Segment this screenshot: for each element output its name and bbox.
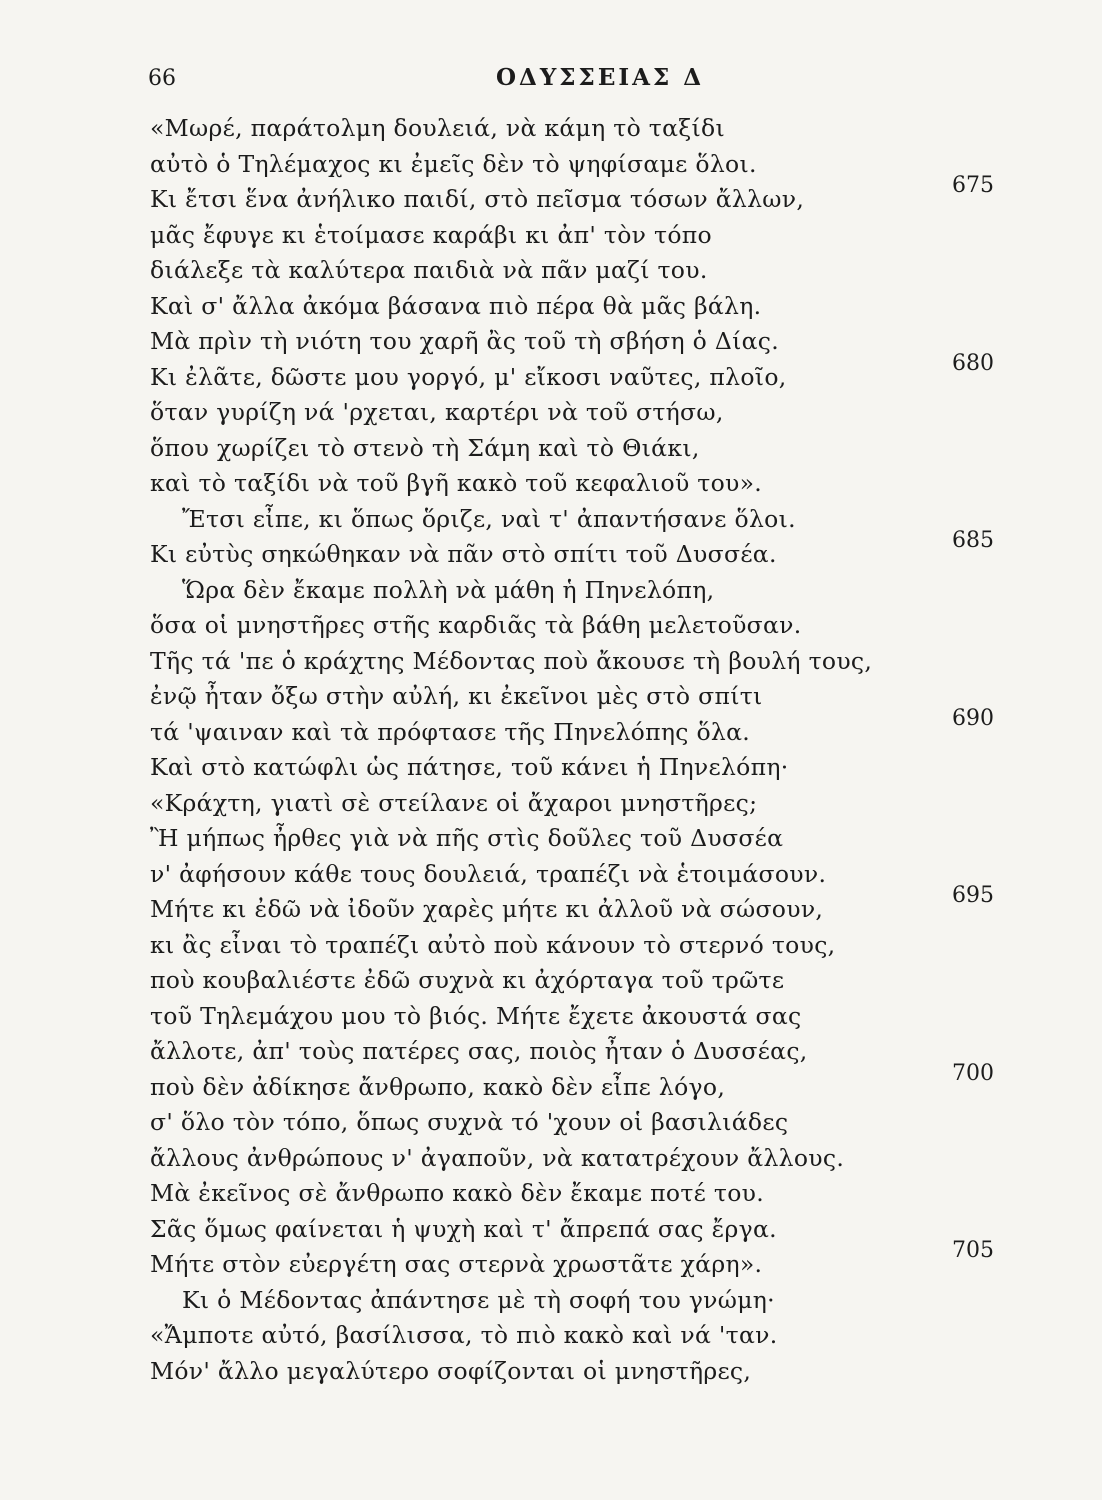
- verse-text: ποὺ δὲν ἀδίκησε ἄνθρωπο, κακὸ δὲν εἶπε λόγο,: [150, 1072, 726, 1101]
- verse-line: [0, 1037, 1102, 1073]
- line-number: 680: [952, 350, 994, 376]
- verse-text: Τῆς τά 'πε ὁ κράχτης Μέδοντας ποὺ ἄκουσε τὴ βουλή τους,: [150, 646, 873, 675]
- verse-text: Κι εὐτὺς σηκώθηκαν νὰ πᾶν στὸ σπίτι τοῦ Δυσσέα.: [150, 540, 777, 568]
- verse-text: ὅσα οἱ μνηστῆρες στῆς καρδιᾶς τὰ βάθη μελετοῦσαν.: [150, 611, 802, 639]
- line-number: 690: [952, 705, 994, 731]
- verse-line: [0, 883, 1102, 931]
- verse-line: [0, 292, 1102, 328]
- verse-text: Μὰ πρὶν τὴ νιότη του χαρῆ ἂς τοῦ τὴ σβήση ὁ Δίας.: [150, 327, 780, 355]
- verse-line: [0, 469, 1102, 505]
- verse-line: [0, 824, 1102, 860]
- verse-text: ποὺ κουβαλιέστε ἐδῶ συχνὰ κι ἀχόρταγα τοῦ τρῶτε: [150, 966, 785, 994]
- verse-line: [0, 705, 1102, 754]
- line-number: 685: [952, 528, 994, 553]
- poem-text: [0, 114, 1102, 1392]
- page-number: 66: [148, 66, 176, 91]
- line-number: 705: [952, 1238, 994, 1263]
- verse-line: [0, 221, 1102, 257]
- verse-text: Μήτε στὸν εὐεργέτη σας στερνὰ χρωστᾶτε χάρη».: [150, 1250, 763, 1278]
- verse-text: «Μωρέ, παράτολμη δουλειά, νὰ κάμη τὸ ταξίδι: [150, 114, 725, 142]
- verse-line: [0, 1321, 1102, 1357]
- verse-text: διάλεξε τὰ καλύτερα παιδιὰ νὰ πᾶν μαζί του.: [150, 256, 708, 284]
- verse-line: [0, 398, 1102, 434]
- verse-line: [0, 114, 1102, 150]
- verse-text: Σᾶς ὅμως φαίνεται ἡ ψυχὴ καὶ τ' ἄπρεπά σας ἔργα.: [150, 1214, 777, 1243]
- verse-line: [0, 611, 1102, 647]
- line-number: 695: [952, 883, 994, 908]
- verse-text: τά 'ψαιναν καὶ τὰ πρόφτασε τῆς Πηνελόπης ὅλα.: [150, 717, 751, 746]
- verse-line: [0, 1060, 1102, 1109]
- verse-text: καὶ τὸ ταξίδι νὰ τοῦ βγῆ κακὸ τοῦ κεφαλιοῦ του».: [150, 469, 763, 497]
- verse-line: [0, 789, 1102, 825]
- verse-text: κι ἂς εἶναι τὸ τραπέζι αὐτὸ ποὺ κάνουν τὸ στερνό τους,: [150, 930, 836, 959]
- verse-line: [0, 256, 1102, 292]
- verse-line: [0, 1144, 1102, 1180]
- verse-line: [0, 350, 1102, 399]
- verse-text: ἄλλους ἀνθρώπους ν' ἀγαποῦν, νὰ κατατρέχουν ἄλλους.: [150, 1143, 845, 1172]
- verse-line: [0, 434, 1102, 470]
- verse-text: Κι ἐλᾶτε, δῶστε μου γοργό, μ' εἴκοσι ναῦτες, πλοῖο,: [150, 362, 787, 391]
- verse-text: Μήτε κι ἐδῶ νὰ ἰδοῦν χαρὲς μήτε κι ἀλλοῦ νὰ σώσουν,: [150, 895, 824, 923]
- verse-text: Κι ὁ Μέδοντας ἀπάντησε μὲ τὴ σοφή του γνώμη·: [182, 1285, 775, 1314]
- verse-text: μᾶς ἔφυγε κι ἑτοίμασε καράβι κι ἀπ' τὸν τόπο: [150, 220, 712, 249]
- verse-line: [0, 327, 1102, 363]
- verse-text: Μόν' ἄλλο μεγαλύτερο σοφίζονται οἱ μνηστῆρες,: [150, 1356, 752, 1385]
- verse-text: αὐτὸ ὁ Τηλέμαχος κι ἐμεῖς δὲν τὸ ψηφίσαμε ὅλοι.: [150, 149, 757, 178]
- verse-line: [0, 505, 1102, 541]
- verse-line: [0, 647, 1102, 683]
- verse-text: Καὶ στὸ κατώφλι ὡς πάτησε, τοῦ κάνει ἡ Πηνελόπη·: [150, 753, 789, 781]
- verse-text: «Κράχτη, γιατὶ σὲ στείλανε οἱ ἄχαροι μνηστῆρες;: [150, 788, 758, 817]
- verse-line: [0, 1286, 1102, 1322]
- line-number: 675: [952, 173, 994, 198]
- verse-line: [0, 682, 1102, 718]
- verse-line: [0, 1238, 1102, 1286]
- verse-line: [0, 1215, 1102, 1251]
- line-number: 700: [952, 1060, 994, 1086]
- verse-text: Καὶ σ' ἄλλα ἀκόμα βάσανα πιὸ πέρα θὰ μᾶς βάλη.: [150, 291, 762, 320]
- page-header: [0, 50, 1102, 90]
- verse-line: [0, 173, 1102, 221]
- verse-line: [0, 1357, 1102, 1393]
- verse-line: [0, 1108, 1102, 1144]
- verse-text: Κι ἔτσι ἕνα ἀνήλικο παιδί, στὸ πεῖσμα τόσων ἄλλων,: [150, 185, 805, 213]
- verse-line: [0, 1002, 1102, 1038]
- verse-line: [0, 528, 1102, 576]
- verse-text: Ἔτσι εἶπε, κι ὅπως ὅριζε, ναὶ τ' ἀπαντήσανε ὅλοι.: [182, 504, 796, 533]
- verse-line: [0, 753, 1102, 789]
- verse-line: [0, 931, 1102, 967]
- verse-line: [0, 1179, 1102, 1215]
- verse-text: Ἢ μήπως ἦρθες γιὰ νὰ πῆς στὶς δοῦλες τοῦ Δυσσέα: [150, 824, 784, 852]
- verse-text: «Ἄμποτε αὐτό, βασίλισσα, τὸ πιὸ κακὸ καὶ νά 'ταν.: [150, 1321, 778, 1349]
- verse-line: [0, 576, 1102, 612]
- running-head: ΟΔΥΣΣΕΙΑΣ Δ: [496, 64, 705, 91]
- verse-line: [0, 150, 1102, 186]
- verse-text: ἄλλοτε, ἀπ' τοὺς πατέρες σας, ποιὸς ἦταν ὁ Δυσσέας,: [150, 1037, 808, 1065]
- verse-text: ἐνῷ ἦταν ὄξω στὴν αὐλή, κι ἐκεῖνοι μὲς στὸ σπίτι: [150, 682, 763, 710]
- verse-text: ν' ἀφήσουν κάθε τους δουλειά, τραπέζι νὰ ἑτοιμάσουν.: [150, 859, 827, 888]
- verse-text: ὅταν γυρίζη νά 'ρχεται, καρτέρι νὰ τοῦ στήσω,: [150, 398, 724, 426]
- verse-text: Μὰ ἐκεῖνος σὲ ἄνθρωπο κακὸ δὲν ἔκαμε ποτέ του.: [150, 1179, 765, 1207]
- verse-text: Ὥρα δὲν ἔκαμε πολλὴ νὰ μάθη ἡ Πηνελόπη,: [182, 575, 715, 604]
- verse-text: ὅπου χωρίζει τὸ στενὸ τὴ Σάμη καὶ τὸ Θιάκι,: [150, 433, 700, 462]
- verse-text: τοῦ Τηλεμάχου μου τὸ βιός. Μήτε ἔχετε ἀκουστά σας: [150, 1001, 802, 1030]
- verse-line: [0, 860, 1102, 896]
- verse-text: σ' ὅλο τὸν τόπο, ὅπως συχνὰ τό 'χουν οἱ βασιλιάδες: [150, 1108, 789, 1136]
- verse-line: [0, 966, 1102, 1002]
